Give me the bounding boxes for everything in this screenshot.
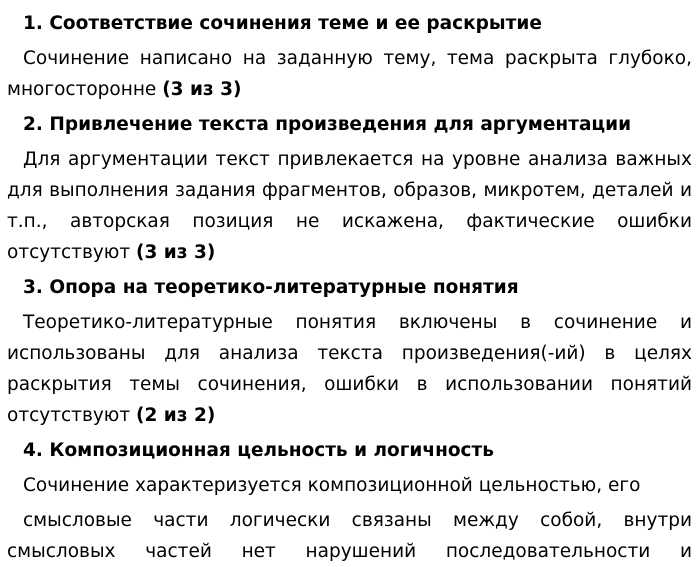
section-2-text bbox=[7, 144, 692, 268]
section-1-body: Сочинение написано на заданную тему, тема раскрыта глубоко, многосторонне bbox=[7, 48, 692, 100]
section-3-text bbox=[7, 307, 692, 431]
section-3-body: Теоретико-литературные понятия включены в сочинение и использованы для анализа текста произведения(-ий) в целях раскрытия темы сочинения, ошибки в использовании понятий отсутствуют bbox=[7, 312, 692, 426]
section-1-text bbox=[7, 43, 692, 105]
section-2-heading: 2. Привлечение текста произведения для аргументации bbox=[23, 114, 632, 135]
section-2-score: (3 из 3) bbox=[136, 242, 216, 263]
section-1-score: (3 из 3) bbox=[162, 79, 242, 100]
section-4-heading: 4. Композиционная цельность и логичность bbox=[23, 440, 494, 461]
section-1-heading: 1. Соответствие сочинения теме и ее раскрытие bbox=[23, 13, 542, 34]
section-3-heading: 3. Опора на теоретико-литературные понятия bbox=[23, 277, 519, 298]
section-4-text-line1: Сочинение характеризуется композиционной цельностью, его bbox=[23, 475, 641, 496]
section-2-body: Для аргументации текст привлекается на уровне анализа важных для выполнения задания фрагментов, образов, микротем, деталей и т.п., авторская позиция не искажена, фактические ошибки отсутствуют bbox=[7, 149, 692, 263]
section-4-text-line2: смысловые части логически связаны между собой, внутри смысловых частей нет нарушений последовательности и bbox=[7, 510, 692, 562]
section-3-score: (2 из 2) bbox=[136, 405, 216, 426]
